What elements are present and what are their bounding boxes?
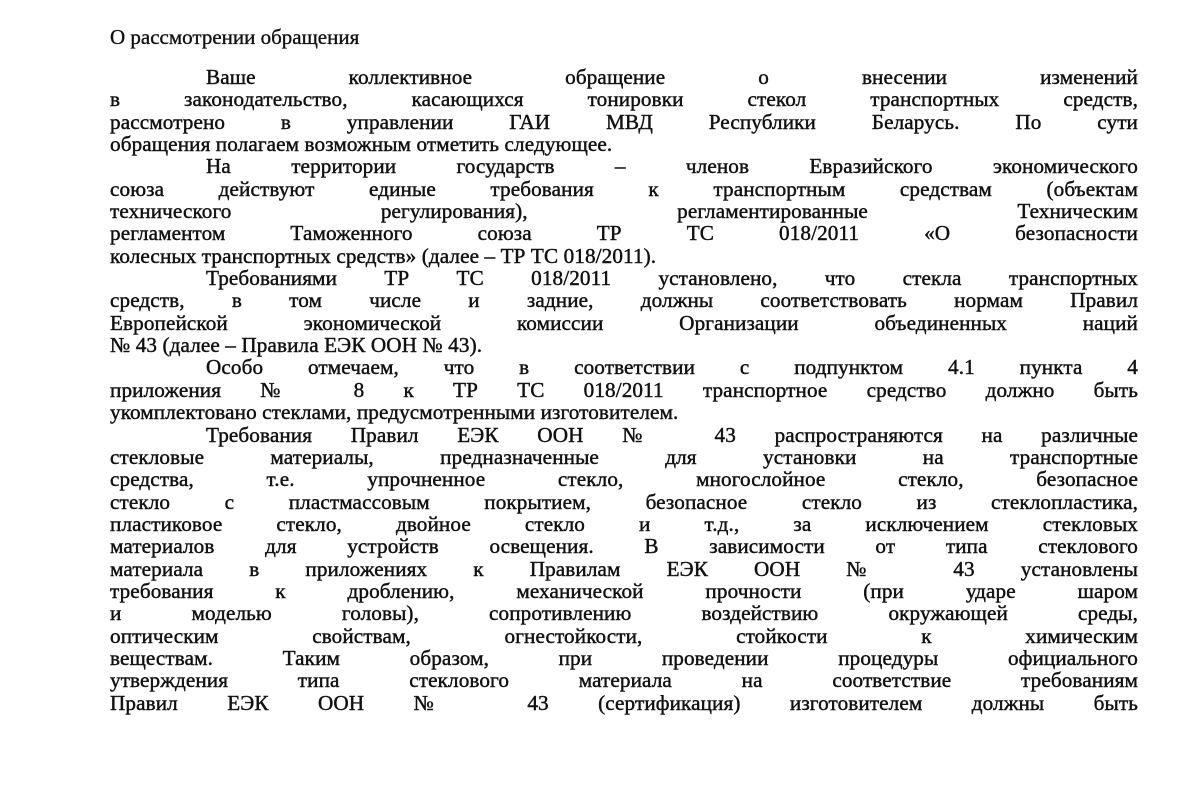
paragraph-first-line: Требованиями ТР ТС 018/2011 установлено, что стекла транспортных <box>206 266 1138 291</box>
text-line: колесных транспортных средств» (далее – ТР ТС 018/2011). <box>110 243 657 268</box>
text-line: рассмотрено в управлении ГАИ МВД Республики Беларусь. По сути <box>110 109 1138 134</box>
document-title: О рассмотрении обращения <box>110 25 360 49</box>
text-line: утверждения типа стеклового материала на соответствие требованиям <box>110 668 1138 693</box>
paragraph-first-line: Требования Правил ЕЭК ООН № 43 распространяются на различные <box>206 422 1138 447</box>
text-line: Европейской экономической комиссии Организации объединенных наций <box>110 310 1138 335</box>
text-line: Правил ЕЭК ООН № 43 (сертификация) изготовителем должны быть <box>110 690 1138 715</box>
text-line: материала в приложениях к Правилам ЕЭК ООН № 43 установлены <box>110 556 1138 581</box>
text-line: средства, т.е. упрочненное стекло, многослойное стекло, безопасное <box>110 467 1138 492</box>
text-line: технического регулирования), регламентированные Техническим <box>110 199 1138 224</box>
text-line: стекло с пластмассовым покрытием, безопасное стекло из стеклопластика, <box>110 489 1138 514</box>
text-line: пластиковое стекло, двойное стекло и т.д., за исключением стекловых <box>110 511 1138 536</box>
text-line: средств, в том числе и задние, должны соответствовать нормам Правил <box>110 288 1138 313</box>
text-line: и моделью головы), сопротивлению воздействию окружающей среды, <box>110 601 1138 626</box>
text-line: № 43 (далее – Правила ЕЭК ООН № 43). <box>110 333 483 358</box>
text-line: укомплектовано стеклами, предусмотренными изготовителем. <box>110 400 679 425</box>
document-body <box>110 66 1138 714</box>
paragraph-first-line: Ваше коллективное обращение о внесении изменений <box>206 65 1138 89</box>
text-line: веществам. Таким образом, при проведении процедуры официального <box>110 645 1138 670</box>
paragraph-first-line: Особо отмечаем, что в соответствии с подпунктом 4.1 пункта 4 <box>206 355 1138 380</box>
text-line: в законодательство, касающихся тонировки стекол транспортных средств, <box>110 87 1138 112</box>
paragraph-first-line: На территории государств – членов Евразийского экономического <box>206 154 1138 179</box>
text-line: приложения № 8 к ТР ТС 018/2011 транспортное средство должно быть <box>110 377 1138 402</box>
text-line: обращения полагаем возможным отметить следующее. <box>110 132 613 157</box>
text-line: регламентом Таможенного союза ТР ТС 018/2011 «О безопасности <box>110 221 1138 246</box>
text-line: требования к дроблению, механической прочности (при ударе шаром <box>110 578 1138 603</box>
text-line: материалов для устройств освещения. В зависимости от типа стеклового <box>110 534 1138 559</box>
text-line: оптическим свойствам, огнестойкости, стойкости к химическим <box>110 623 1138 648</box>
text-line: стекловые материалы, предназначенные для установки на транспортные <box>110 444 1138 469</box>
text-line: союза действуют единые требования к транспортным средствам (объектам <box>110 176 1138 201</box>
